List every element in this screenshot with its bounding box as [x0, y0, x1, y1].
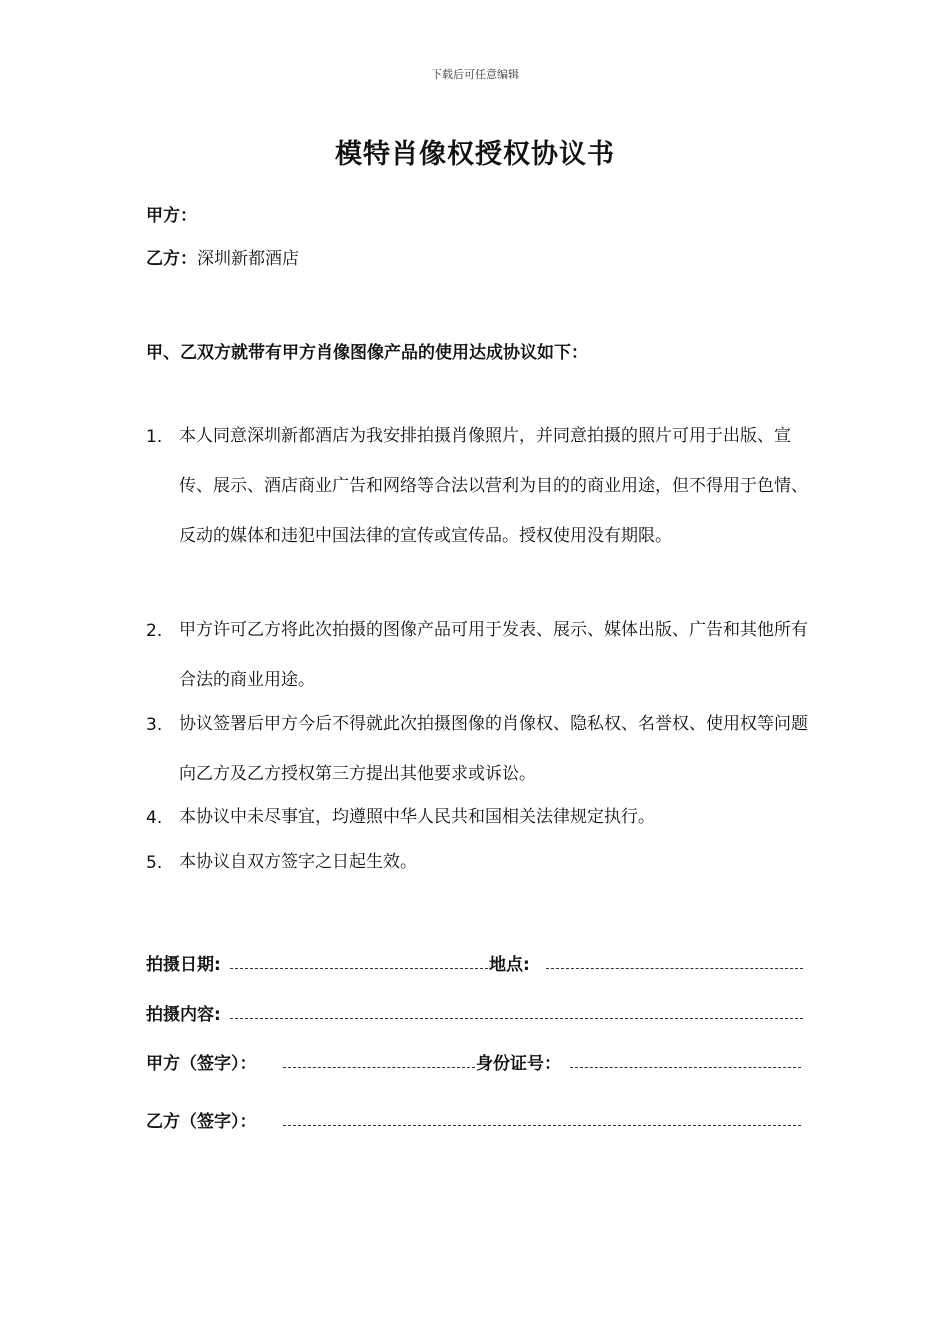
party-b-sign-field[interactable]	[283, 1125, 801, 1126]
clause-text: 甲方许可乙方将此次拍摄的图像产品可用于发表、展示、媒体出版、广告和其他所有合法的商业用途。	[179, 620, 808, 690]
party-a-sign-field[interactable]	[283, 1067, 475, 1068]
form-row-party-a-sign	[146, 1049, 806, 1073]
clause-text: 本协议中未尽事宜，均遵照中华人民共和国相关法律规定执行。	[179, 807, 655, 827]
id-number-field[interactable]	[570, 1067, 801, 1068]
shoot-content-field[interactable]	[230, 1018, 803, 1019]
clause-number: 3.	[146, 715, 163, 735]
form-row-date-location	[146, 950, 806, 974]
party-a	[146, 201, 197, 226]
party-a-sign-label: 甲方（签字）：	[146, 1054, 257, 1074]
shoot-content-label: 拍摄内容:	[146, 1005, 221, 1025]
clause-text: 协议签署后甲方今后不得就此次拍摄图像的肖像权、隐私权、名誉权、使用权等问题向乙方及乙方授权第三方提出其他要求或诉讼。	[179, 714, 808, 784]
clause-text: 本人同意深圳新都酒店为我安排拍摄肖像照片，并同意拍摄的照片可用于出版、宣传、展示、酒店商业广告和网络等合法以营利为目的的商业用途，但不得用于色情、反动的媒体和违犯中国法律的宣传或宣传品。授权使用没有期限。	[179, 426, 808, 546]
party-a-label: 甲方：	[146, 206, 197, 226]
agreement-intro: 甲、乙双方就带有甲方肖像图像产品的使用达成协议如下：	[146, 343, 588, 363]
location-label: 地点:	[489, 955, 530, 975]
header-note: 下载后可任意编辑	[431, 68, 519, 81]
party-b	[146, 244, 299, 269]
form-row-party-b-sign	[146, 1107, 806, 1131]
party-b-value: 深圳新都酒店	[197, 249, 299, 269]
form-row-content	[146, 1000, 806, 1024]
party-b-label: 乙方：	[146, 249, 197, 269]
clause-text: 本协议自双方签字之日起生效。	[179, 852, 417, 872]
shoot-date-field[interactable]	[230, 968, 488, 969]
document-title: 模特肖像权授权协议书	[335, 139, 615, 170]
id-number-label: 身份证号：	[476, 1054, 561, 1074]
clause-number: 4.	[146, 808, 163, 828]
party-b-sign-label: 乙方（签字）：	[146, 1112, 257, 1132]
location-field[interactable]	[546, 968, 803, 969]
clause-number: 2.	[146, 621, 163, 641]
shoot-date-label: 拍摄日期:	[146, 955, 221, 975]
clause-number: 5.	[146, 853, 163, 873]
clause-number: 1.	[146, 427, 163, 447]
